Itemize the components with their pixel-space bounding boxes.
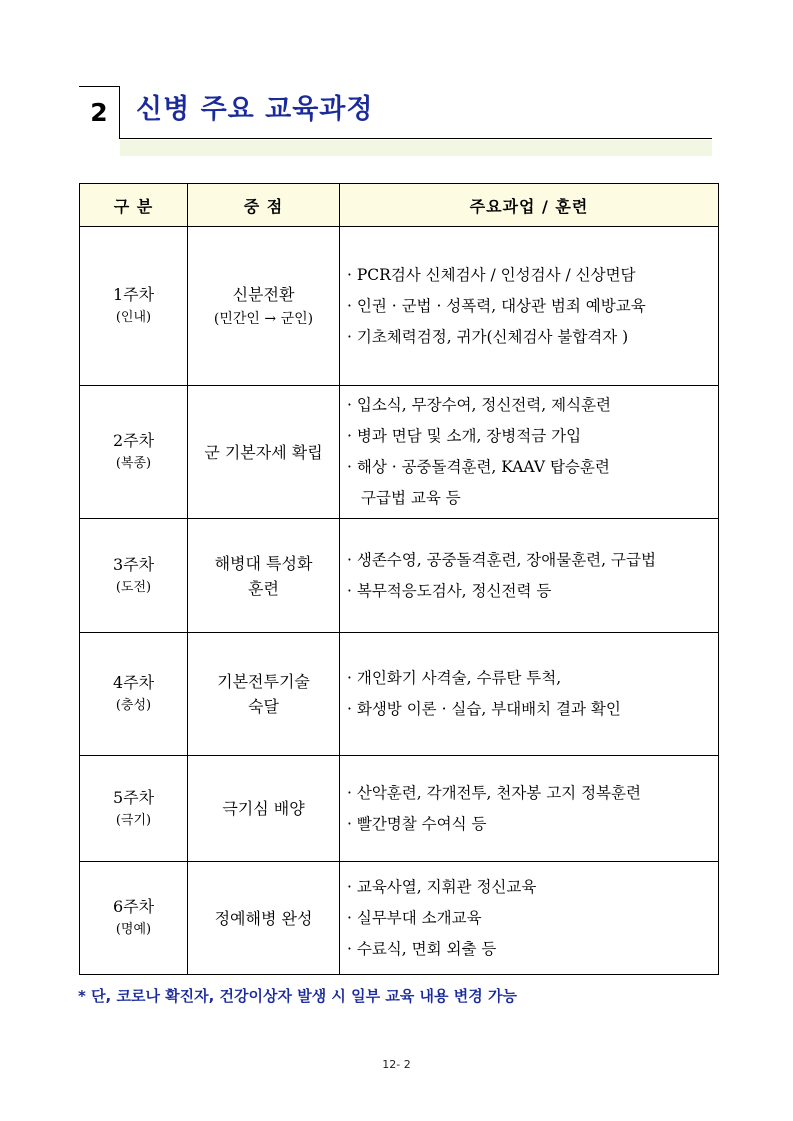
table-row (80, 519, 719, 633)
focus-sublabel: (민간인 → 군인) (213, 310, 314, 327)
list-item: · 실무부대 소개교육 (347, 908, 482, 927)
page-number: 12- 2 (382, 1058, 411, 1071)
week-virtue: (도전) (115, 579, 152, 595)
focus-label: 정예해병 완성 (214, 908, 313, 928)
list-item: · 해상 · 공중돌격훈련, KAAV 탑승훈련 (347, 458, 610, 476)
section-number: 2 (79, 86, 119, 139)
training-schedule-table (79, 183, 719, 975)
header-week: 구 분 (80, 184, 188, 227)
section-divider (119, 86, 120, 139)
week-cell (80, 756, 188, 862)
list-item: · 화생방 이론 · 실습, 부대배치 결과 확인 (347, 700, 621, 718)
subjects-cell (340, 756, 719, 862)
focus-label: 신분전환 (232, 284, 295, 304)
week-cell (80, 386, 188, 519)
list-item: · PCR검사 신체검사 / 인성검사 / 신상면담 (347, 265, 636, 284)
subjects-cell (340, 862, 719, 975)
table-row (80, 386, 719, 519)
table-row (80, 862, 719, 975)
section-underline (120, 138, 712, 139)
week-cell (80, 227, 188, 386)
footnote: * 단, 코로나 확진자, 건강이상자 발생 시 일부 교육 내용 변경 가능 (78, 987, 517, 1005)
list-item: · 생존수영, 공중돌격훈련, 장애물훈련, 구급법 (347, 550, 656, 569)
header-focus: 중 점 (188, 184, 340, 227)
table-row (80, 633, 719, 756)
week-cell (80, 519, 188, 633)
focus-cell (188, 756, 340, 862)
list-item: · 개인화기 사격술, 수류탄 투척, (347, 669, 562, 687)
focus-cell (188, 386, 340, 519)
subjects-cell (340, 227, 719, 386)
week-label: 3주차 (112, 554, 155, 574)
table-header-row (80, 184, 719, 227)
week-virtue: (명예) (115, 922, 152, 937)
list-item: · 인권 · 군법 · 성폭력, 대상관 범죄 예방교육 (347, 296, 646, 315)
list-item: · 기초체력검정, 귀가(신체검사 불합격자 ) (347, 327, 629, 346)
subjects-cell (340, 633, 719, 756)
focus-cell (188, 519, 340, 633)
header-subjects: 주요과업 / 훈련 (340, 184, 719, 227)
week-label: 2주차 (112, 431, 155, 450)
week-label: 1주차 (112, 285, 155, 304)
section-band (120, 140, 712, 156)
focus-cell (188, 633, 340, 756)
week-cell (80, 862, 188, 975)
list-item: · 교육사열, 지휘관 정신교육 (347, 877, 537, 896)
focus-label: 극기심 배양 (222, 799, 305, 818)
subjects-cell (340, 386, 719, 519)
week-label: 5주차 (112, 787, 155, 807)
week-label: 6주차 (112, 897, 155, 916)
list-item: · 병과 면담 및 소개, 장병적금 가입 (347, 427, 582, 445)
list-item: · 수료식, 면회 외출 등 (347, 939, 497, 958)
table-row (80, 227, 719, 386)
week-label: 4주차 (112, 673, 155, 692)
week-virtue: (충성) (115, 698, 152, 713)
list-item-continuation: 구급법 교육 등 (361, 489, 461, 507)
focus-cell (188, 227, 340, 386)
focus-label: 숙달 (248, 697, 279, 716)
week-cell (80, 633, 188, 756)
week-virtue: (극기) (115, 812, 152, 828)
focus-label: 군 기본자세 확립 (204, 442, 323, 462)
list-item: · 복무적응도검사, 정신전력 등 (347, 581, 552, 600)
focus-label: 훈련 (248, 578, 279, 598)
list-item: · 입소식, 무장수여, 정신전력, 제식훈련 (347, 396, 612, 414)
week-virtue: (복종) (115, 456, 152, 471)
section-title: 신병 주요 교육과정 (136, 94, 374, 125)
subjects-cell (340, 519, 719, 633)
week-virtue: (인내) (115, 310, 152, 325)
list-item: · 산악훈련, 각개전투, 천자봉 고지 정복훈련 (347, 783, 641, 802)
table-row (80, 756, 719, 862)
list-item: · 빨간명찰 수여식 등 (347, 814, 487, 833)
focus-label: 해병대 특성화 (214, 553, 313, 573)
focus-label: 기본전투기술 (217, 672, 310, 691)
focus-cell (188, 862, 340, 975)
